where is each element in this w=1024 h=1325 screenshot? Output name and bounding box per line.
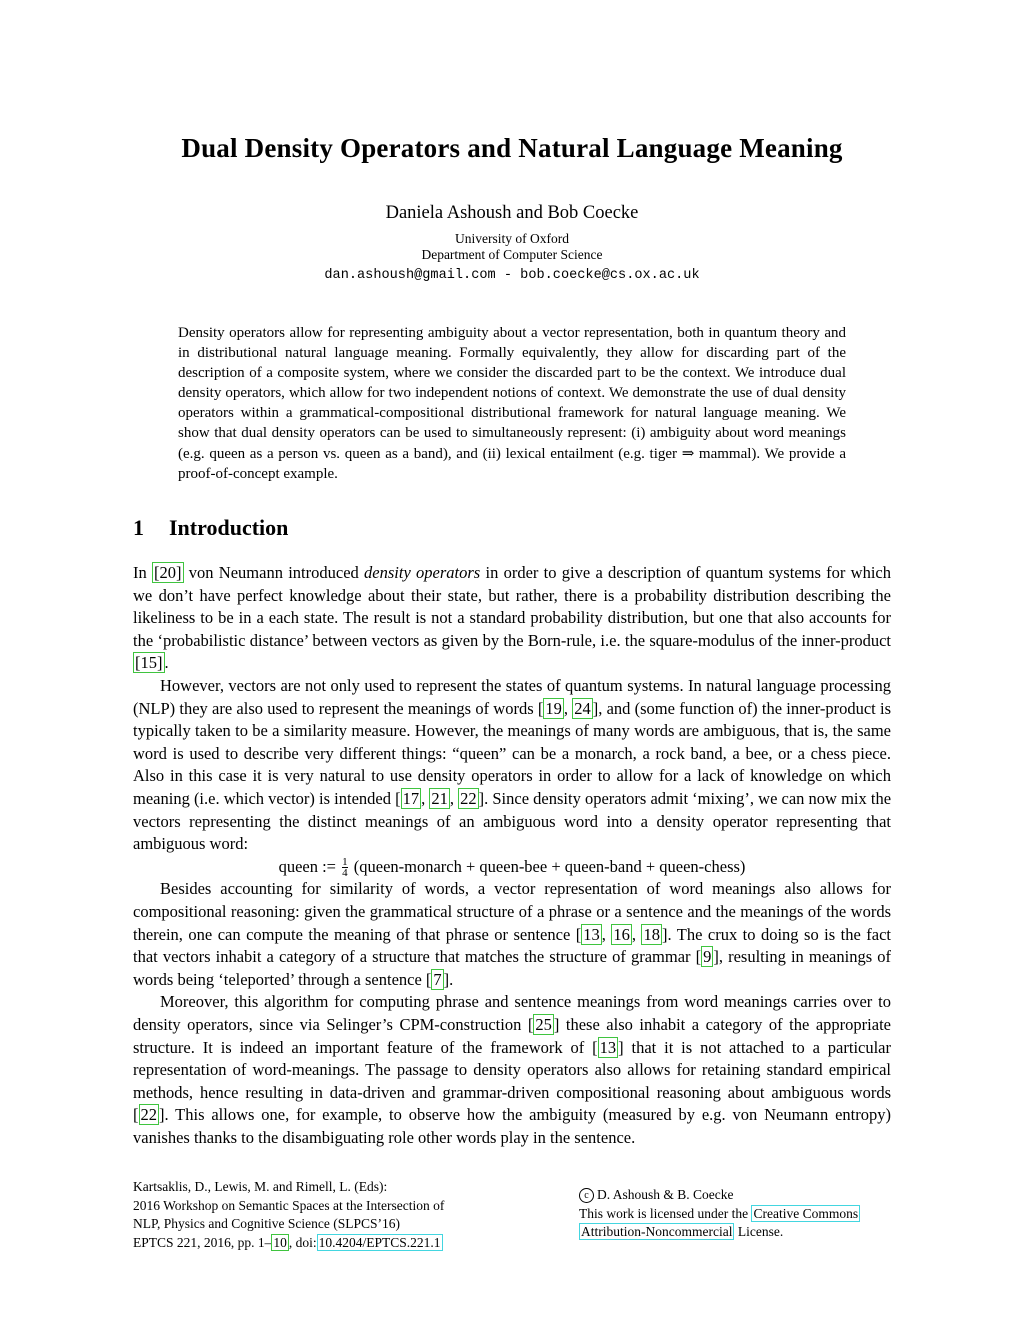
citation-link[interactable]: 22 <box>460 788 477 808</box>
paragraph-2: However, vectors are not only used to represent the states of quantum systems. In natural language processing (NLP) they are also used to represent the meanings of words [ 19 , 24 ], and (some function of) the inner-product is typically taken to be a similarity measure. However, the meanings of many words are ambiguous, that is, the same word is used to describe very different things: “queen” can be a monarch, a rock band, a bee, or a chess piece. Also in this case it is very natural to use density operators in order to allow for a lack of knowledge on which meaning (i.e. which vector) is intended [ 17 , 21 , 22 ]. Since density operators admit ‘mixing’, we can now mix the vectors representing the distinct meanings of an ambiguous word into a density operator representing that ambiguous word: <box>133 675 892 854</box>
affiliation-department: Department of Computer Science <box>421 247 603 262</box>
footer-publication-info <box>133 1178 444 1252</box>
affiliation-university: University of Oxford <box>455 231 569 246</box>
section-heading <box>133 515 288 541</box>
doi-link[interactable]: 10.4204/EPTCS.221.1 <box>318 1234 441 1250</box>
pages-link[interactable]: 10 <box>273 1234 287 1250</box>
citation-link[interactable]: 9 <box>703 947 712 967</box>
citation-link[interactable]: 7 <box>433 969 442 989</box>
creative-commons-link[interactable]: Creative Commons <box>753 1205 859 1221</box>
citation-link[interactable]: 13 <box>599 1037 617 1057</box>
citation-link[interactable]: 19 <box>545 698 562 718</box>
section-title: Introduction <box>169 515 289 540</box>
citation-link[interactable]: 21 <box>431 788 448 808</box>
copyright-line: c D. Ashoush & B. Coecke <box>579 1186 860 1205</box>
copyright-icon: c <box>579 1188 594 1203</box>
emphasis-density-operators: density operators <box>364 563 481 582</box>
fraction: $\frac{1}{4}$ <box>342 856 348 880</box>
authors: Daniela Ashoush and Bob Coecke <box>385 203 639 223</box>
citation-link[interactable]: 25 <box>535 1015 552 1034</box>
license-line: This work is licensed under the Creative Commons <box>579 1205 859 1221</box>
citation-link[interactable]: 13 <box>583 924 600 944</box>
citation-link[interactable]: 24 <box>574 698 591 718</box>
footer-editors: Kartsaklis, D., Lewis, M. and Rimell, L. (Eds): <box>133 1179 388 1194</box>
paragraph-3: Besides accounting for similarity of words, a vector representation of word meanings also allows for compositional reasoning: given the grammatical structure of a phrase or a sentence and the meanings of the words therein, one can compute the meaning of that phrase or sentence [ 13 , 16 , 18 ]. The crux to doing so is the fact that vectors inhabit a category of a structure that matches the structure of grammar [ 9 ], resulting in meanings of words being ‘teleported’ through a sentence [ 7 ]. <box>133 879 892 989</box>
paragraph-1: In [20] von Neumann introduced density operators in order to give a description of quantum systems for which we don’t have perfect knowledge about their state, but rather, there is a probability distribution describing the likeliness to be in a each state. The result is not a standard probability distribution, but one that also accounts for the ‘probabilistic distance’ between vectors as given by the Born-rule, i.e. the square-modulus of the inner-product [15] . <box>133 563 891 673</box>
citation-link[interactable]: [20] <box>154 563 182 582</box>
paper-title: Dual Density Operators and Natural Language Meaning <box>181 133 843 163</box>
abstract: Density operators allow for representing ambiguity about a vector representation, both in quantum theory and in distributional natural language meaning. Formally equivalently, they allow for discarding part of the description of a composite system, where we consider the discarded part to be the context. We introduce dual density operators, which allow for two independent notions of context. We demonstrate the use of dual density operators within a grammatical-compositional distributional framework for natural language meaning. We show that dual density operators can be used to simultaneously represent: (i) ambiguity about word meanings (e.g. queen as a person vs. queen as a band), and (ii) lexical entailment (e.g. tiger ⇒ mammal). We provide a proof-of-concept example. <box>178 325 846 482</box>
license-line-2: Attribution-Noncommercial License. <box>581 1224 784 1239</box>
footer-workshop-name: NLP, Physics and Cognitive Science (SLPCS’16) <box>133 1216 400 1231</box>
equation-queen: queen := $\frac{1}{4}$ (queen-monarch + queen-bee + queen-band + queen-chess) <box>278 856 746 880</box>
citation-link[interactable]: 16 <box>613 924 630 944</box>
author-emails: dan.ashoush@gmail.com - bob.coecke@cs.ox.ac.uk <box>324 268 700 283</box>
body-text <box>133 562 891 1150</box>
footer-workshop: 2016 Workshop on Semantic Spaces at the Intersection of <box>133 1197 445 1213</box>
citation-link[interactable]: [15] <box>135 653 163 673</box>
footer-eptcs: EPTCS 221, 2016, pp. 1– 10 , doi: 10.4204/EPTCS.221.1 <box>133 1234 441 1250</box>
citation-link[interactable]: 17 <box>402 788 420 808</box>
citation-link[interactable]: 22 <box>140 1105 157 1125</box>
footer-license <box>579 1186 860 1242</box>
section-number: 1 <box>133 515 144 540</box>
paragraph-4: Moreover, this algorithm for computing phrase and sentence meanings from word meanings carries over to density operators, since via Selinger’s CPM-construction [ 25 ] these also inhabit a category of the appropriate structure. It is indeed an important feature of the framework of [ 13 ] that it is not attached to a particular representation of word-meanings. The passage to density operators also allows for retaining standard empirical methods, hence resulting in data-driven and grammar-driven compositional reasoning about ambiguous words [ 22 ]. This allows one, for example, to observe how the ambiguity (measured by e.g. von Neumann entropy) vanishes thanks to the disambiguating role other words play in the sentence. <box>133 992 892 1147</box>
attribution-noncommercial-link[interactable]: Attribution-Noncommercial <box>581 1224 733 1239</box>
citation-link[interactable]: 18 <box>643 924 660 944</box>
